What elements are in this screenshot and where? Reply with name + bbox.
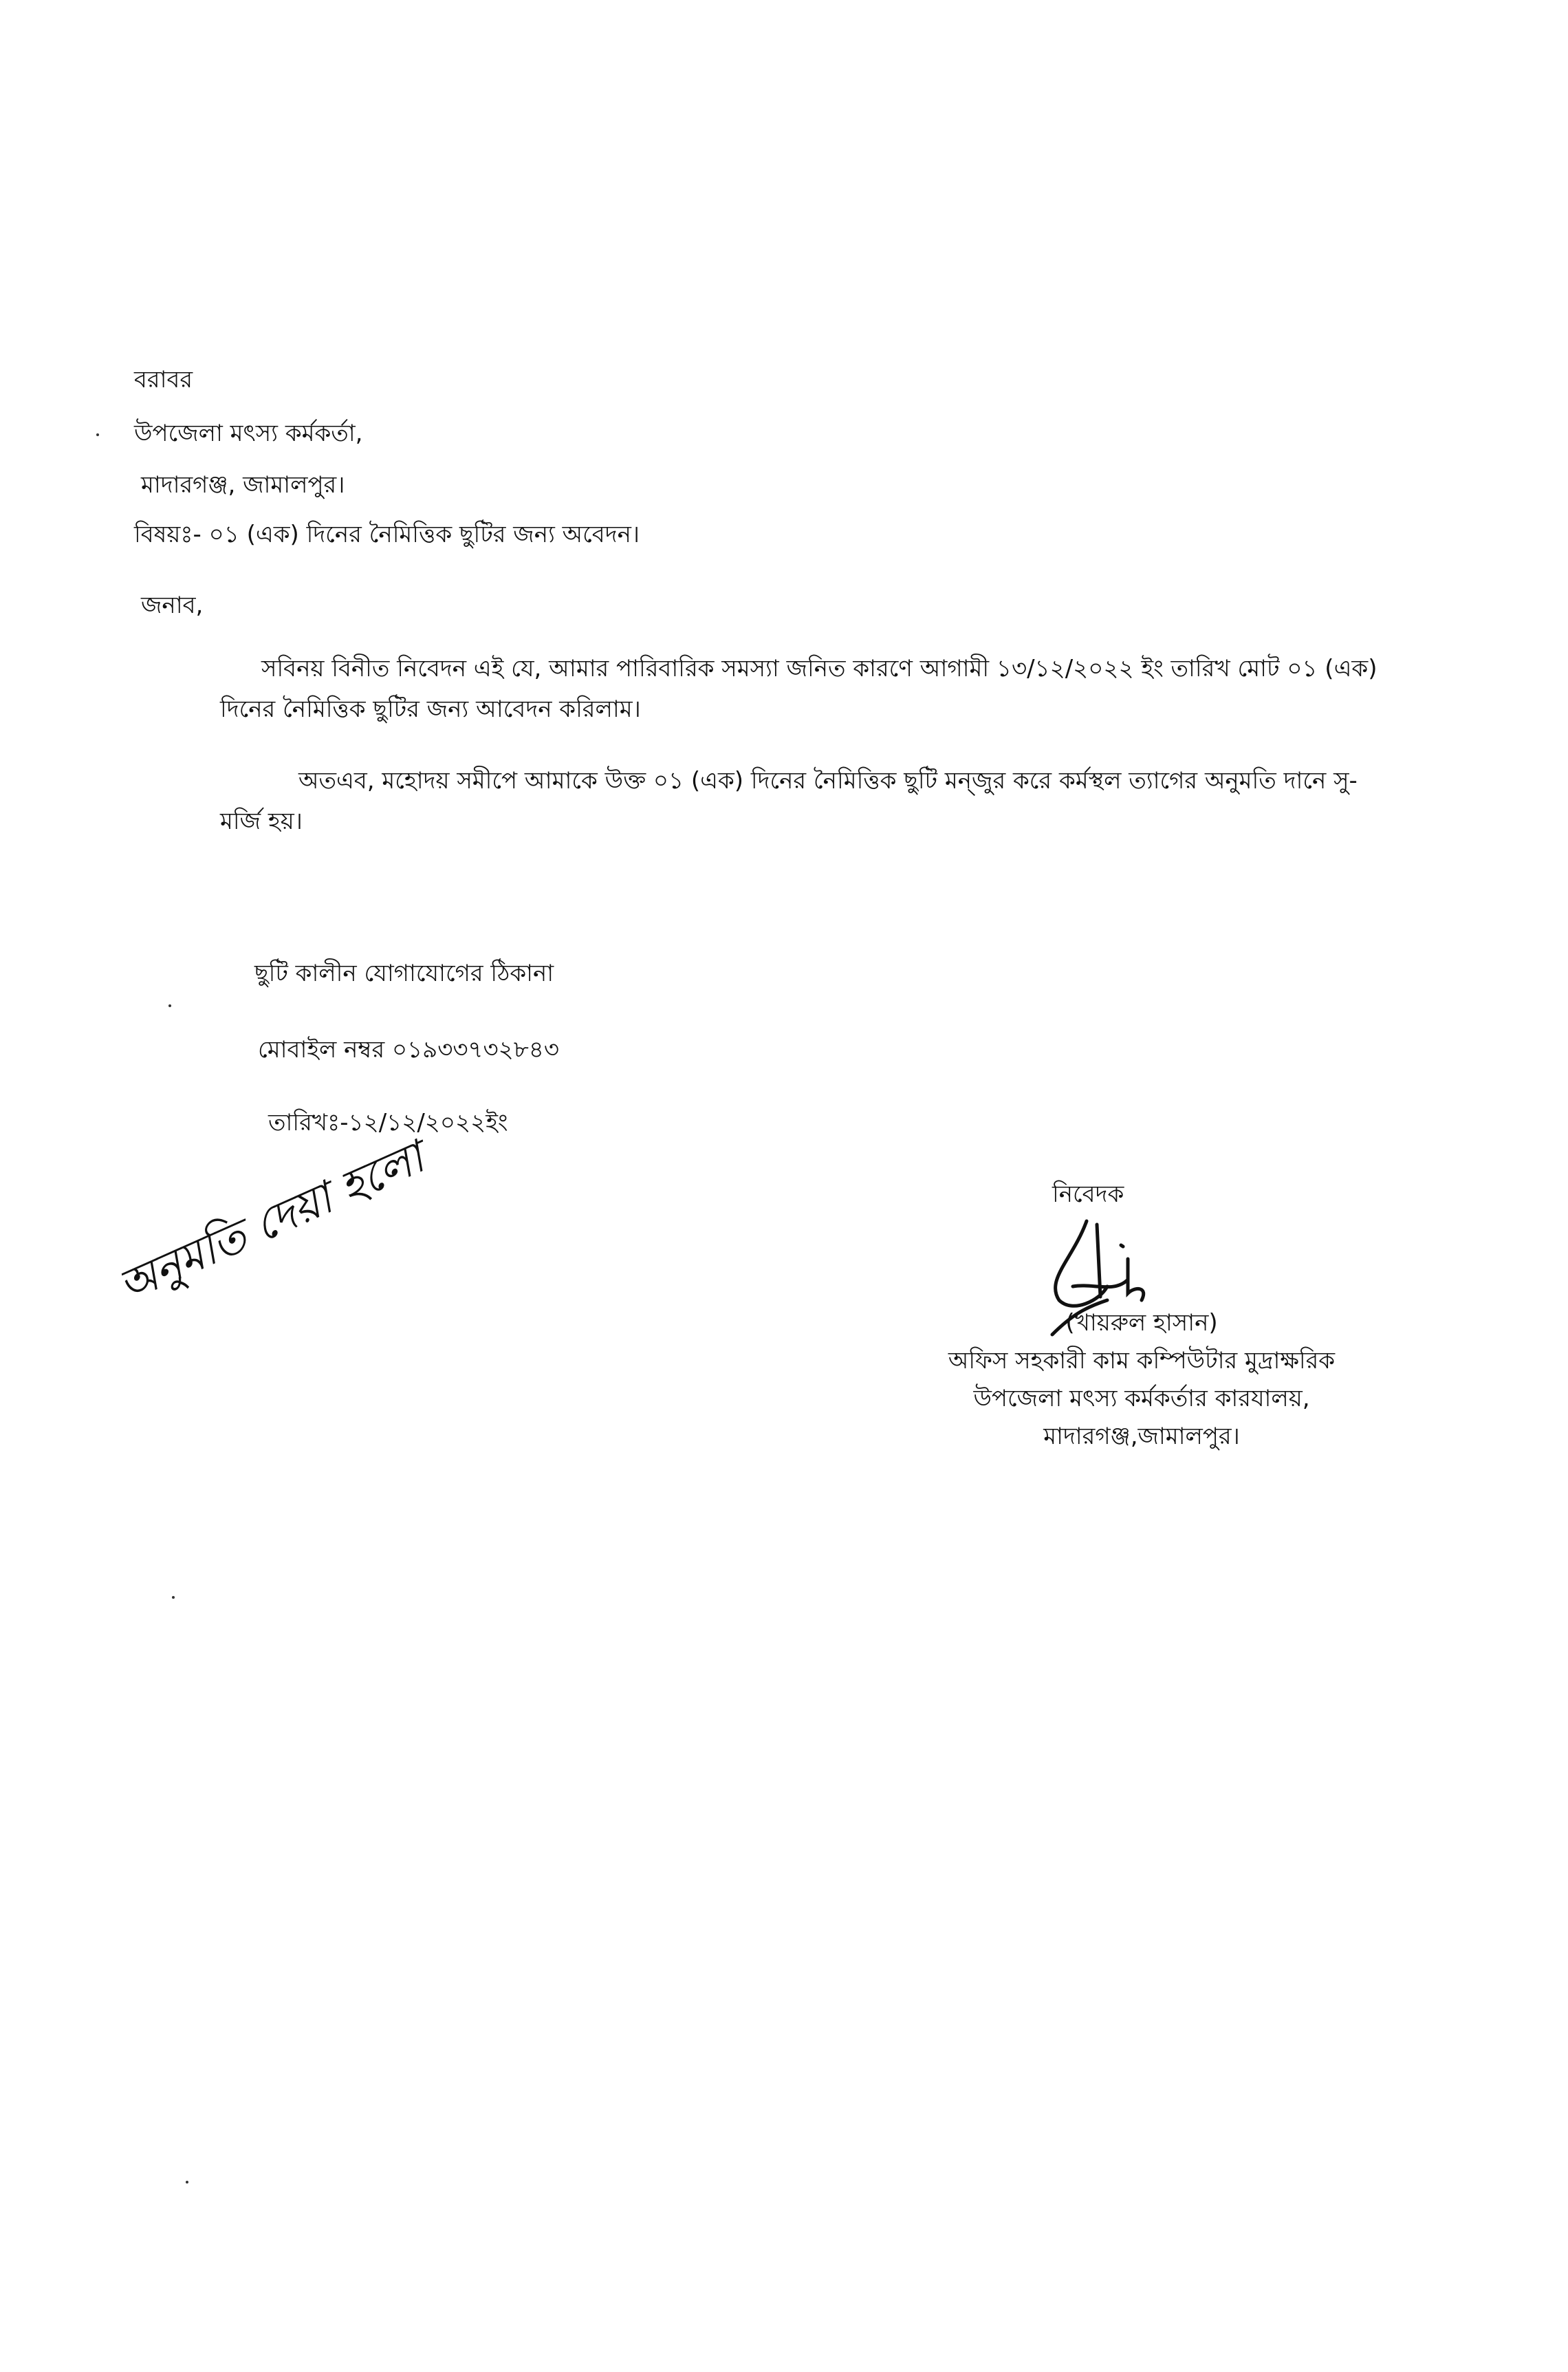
scan-speck xyxy=(186,2181,188,2184)
paragraph-1-line-1: সবিনয় বিনীত নিবেদন এই যে, আমার পারিবারিক সমস্যা জনিত কারণে আগামী ১৩/১২/২০২২ ইং তারিখ মোট ০১ (এক) xyxy=(261,655,1378,682)
sender-office: উপজেলা মৎস্য কর্মকর্তার কারযালয়, xyxy=(973,1385,1310,1412)
contact-heading: ছুটি কালীন যোগাযোগের ঠিকানা xyxy=(254,960,554,987)
sender-label: নিবেদক xyxy=(1052,1180,1124,1208)
paragraph-1-line-2: দিনের নৈমিত্তিক ছুটির জন্য আবেদন করিলাম। xyxy=(220,696,641,723)
greeting: জনাব, xyxy=(141,592,204,619)
sender-designation: অফিস সহকারী কাম কম্পিউটার মুদ্রাক্ষরিক xyxy=(948,1347,1336,1374)
sender-name: (খায়রুল হাসান) xyxy=(1065,1309,1218,1337)
approval-handwritten-note: অনুমতি দেয়া হলো xyxy=(111,1132,432,1313)
paragraph-2-line-2: মর্জি হয়। xyxy=(220,808,303,835)
subject-line: বিষয়ঃ- ০১ (এক) দিনের নৈমিত্তিক ছুটির জন্য অবেদন। xyxy=(134,521,640,548)
recipient-address: মাদারগঞ্জ, জামালপুর। xyxy=(141,471,345,499)
scan-speck xyxy=(168,1004,171,1007)
letter-date: তারিখঃ-১২/১২/২০২২ইং xyxy=(268,1109,508,1136)
scan-speck xyxy=(172,1596,175,1599)
scan-speck xyxy=(96,433,99,436)
mobile-number: মোবাইল নম্বর ০১৯৩৩৭৩২৮৪৩ xyxy=(258,1036,559,1064)
salutation-to: বরাবর xyxy=(134,366,193,393)
sender-address: মাদারগঞ্জ,জামালপুর। xyxy=(1043,1423,1240,1450)
recipient-title: উপজেলা মৎস্য কর্মকর্তা, xyxy=(134,420,363,447)
paragraph-2-line-1: অতএব, মহোদয় সমীপে আমাকে উক্ত ০১ (এক) দিনের নৈমিত্তিক ছুটি মন্জুর করে কর্মস্থল ত্যাগের অনুমতি দানে সু- xyxy=(298,767,1358,795)
